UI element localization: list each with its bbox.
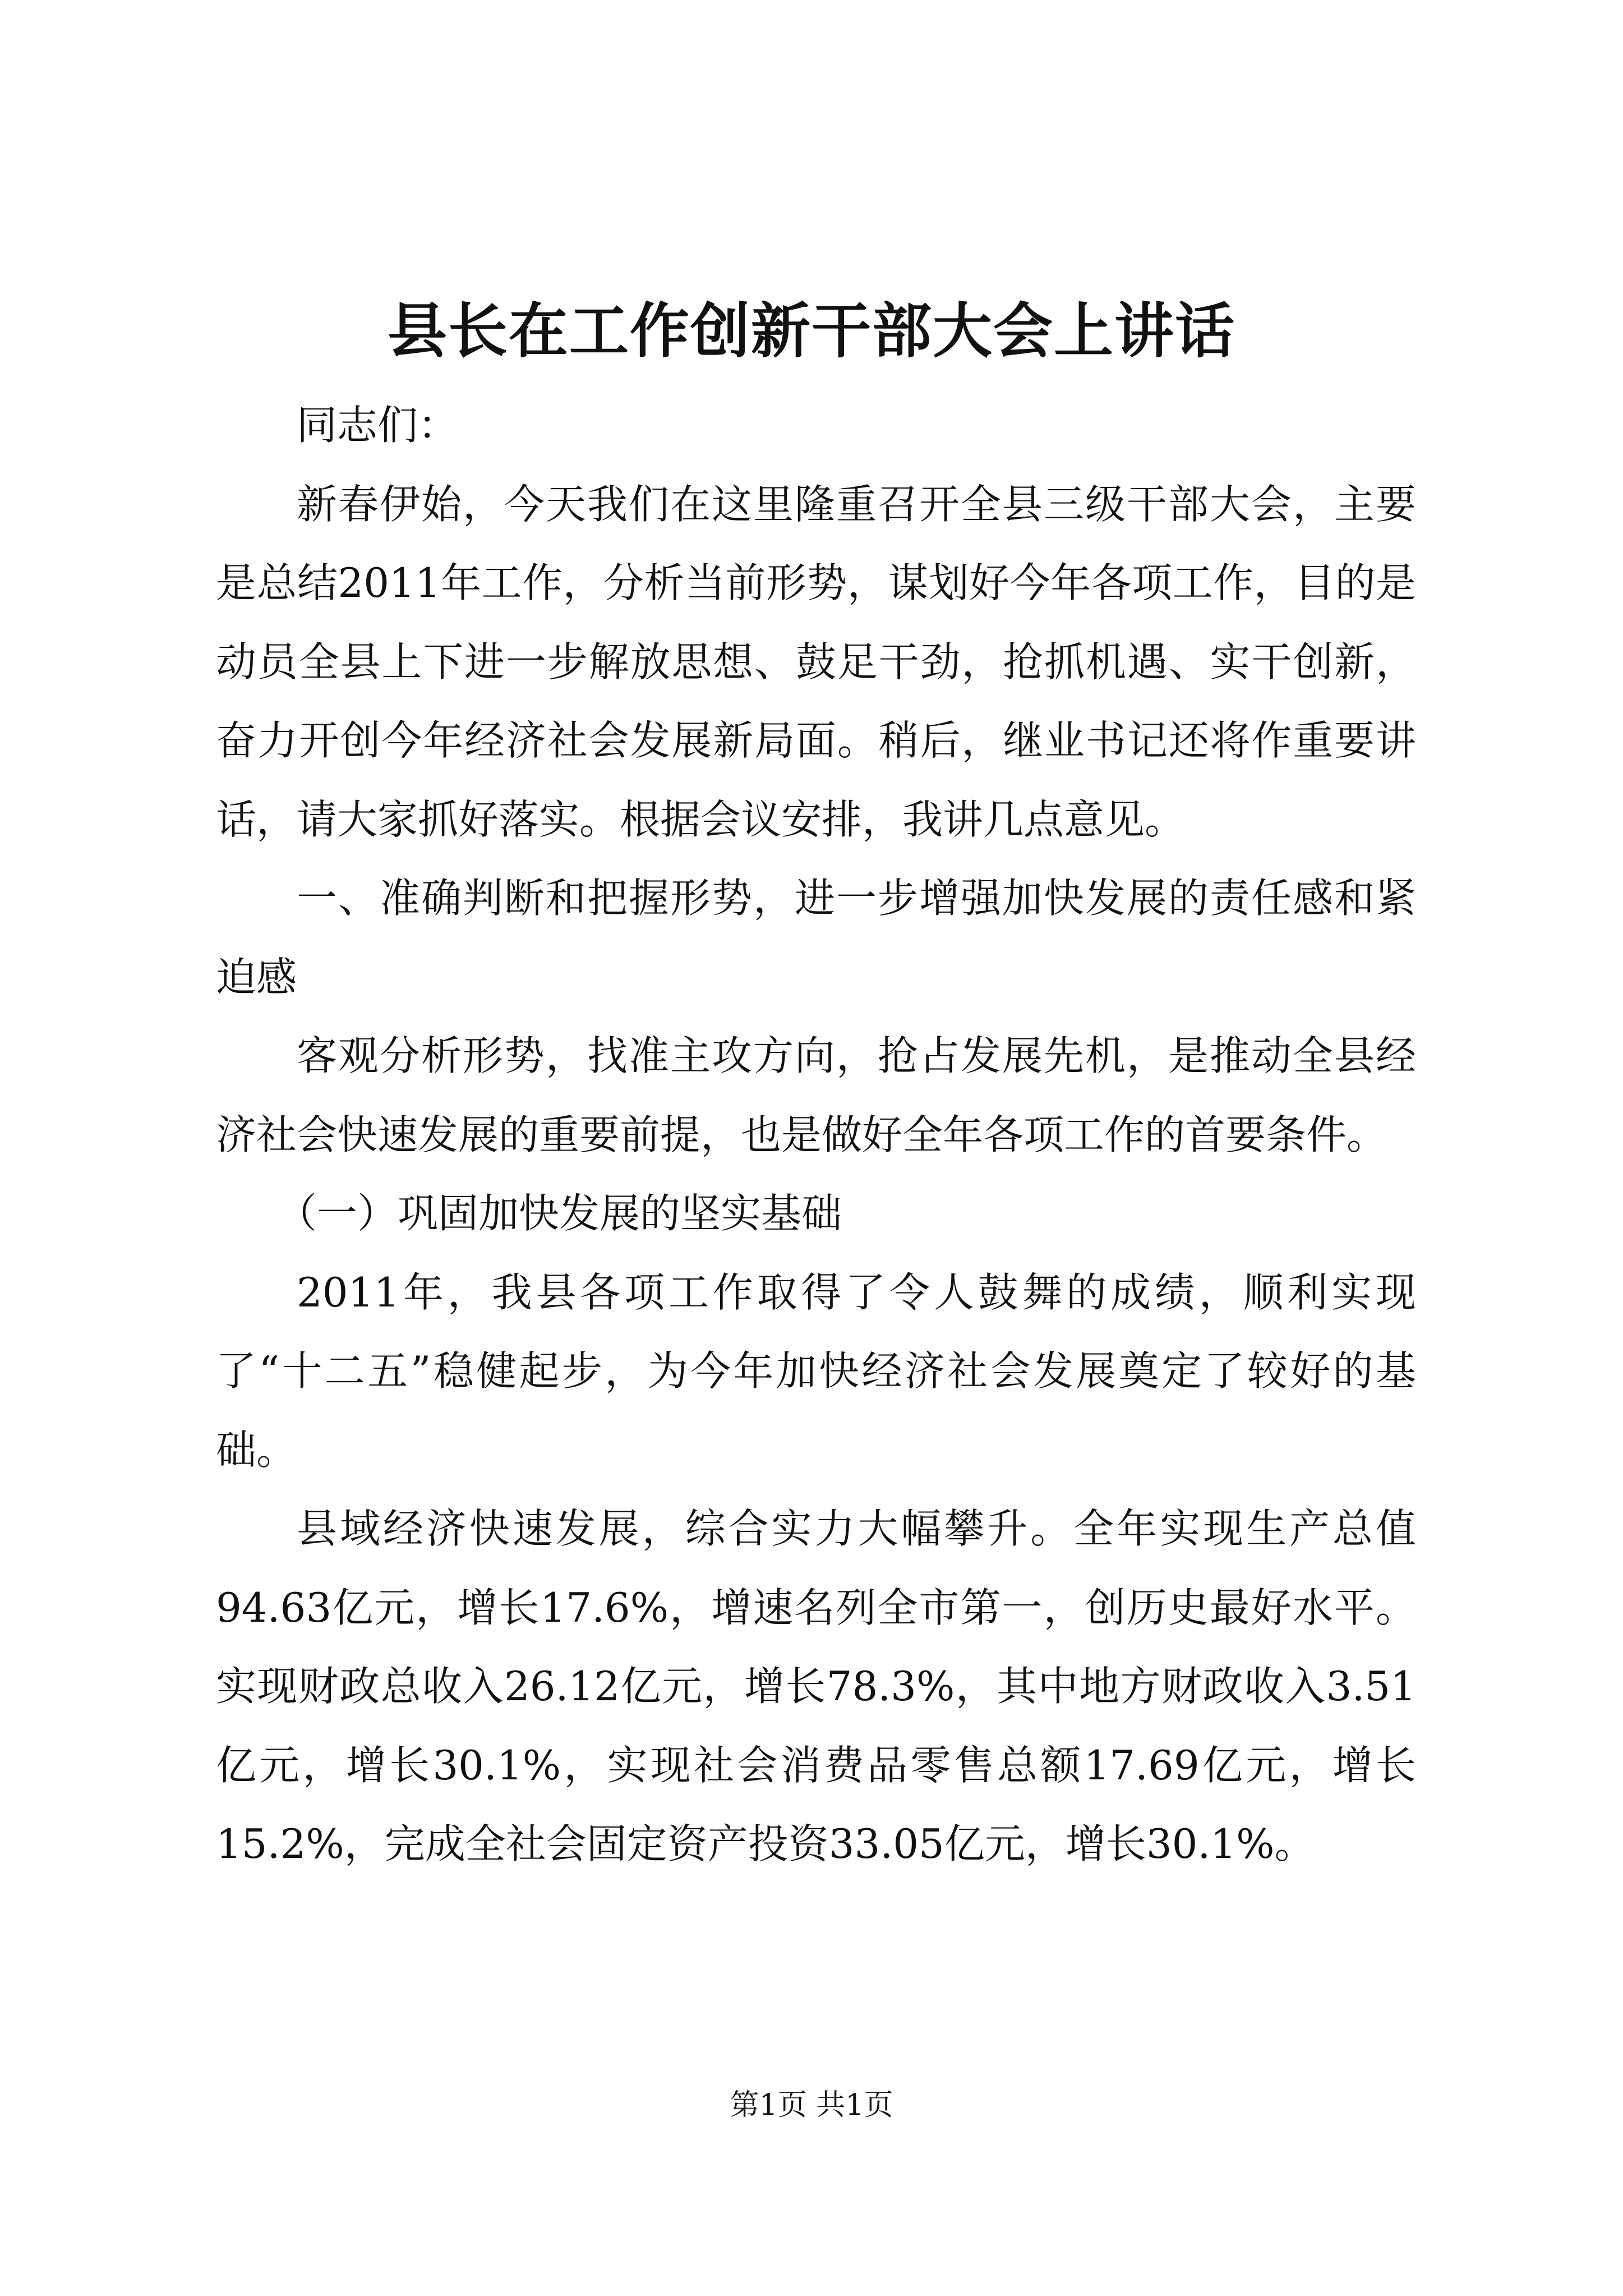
document-title: 县长在工作创新干部大会上讲话 — [388, 296, 1235, 366]
paragraph-economy-stats: 县域经济快速发展，综合实力大幅攀升。全年实现生产总值94.63亿元，增长17.6%，增速名列全市第一，创历史最好水平。实现财政总收入26.12亿元，增长78.3%，其中地方财政收入3.51亿元，增长30.1%，实现社会消费品零售总额17.69亿元，增长15.2%，完成全社会固定资产投资33.05亿元，增长30.1%。 — [216, 1505, 1416, 1867]
page-footer: 第1页 共1页 — [730, 2088, 893, 2122]
paragraph-2011-summary: 2011年，我县各项工作取得了令人鼓舞的成绩，顺利实现了“十二五”稳健起步，为今年加快经济社会发展奠定了较好的基础。 — [216, 1268, 1416, 1474]
paragraph-opening: 新春伊始，今天我们在这里隆重召开全县三级干部大会，主要是总结2011年工作，分析当前形势，谋划好今年各项工作，目的是动员全县上下进一步解放思想、鼓足干劲，抢抓机遇、实干创新，奋力开创今年经济社会发展新局面。稍后，继业书记还将作重要讲话，请大家抓好落实。根据会议安排，我讲几点意见。 — [216, 480, 1416, 843]
salutation: 同志们： — [297, 402, 459, 449]
document-body — [216, 386, 1416, 1884]
section-heading-1: 一、准确判断和把握形势，进一步增强加快发展的责任感和紧迫感 — [216, 875, 1416, 1001]
paragraph-analysis: 客观分析形势，找准主攻方向，抢占发展先机，是推动全县经济社会快速发展的重要前提，也是做好全年各项工作的首要条件。 — [216, 1032, 1416, 1158]
subsection-heading-1: （一）巩固加快发展的坚实基础 — [276, 1190, 842, 1237]
